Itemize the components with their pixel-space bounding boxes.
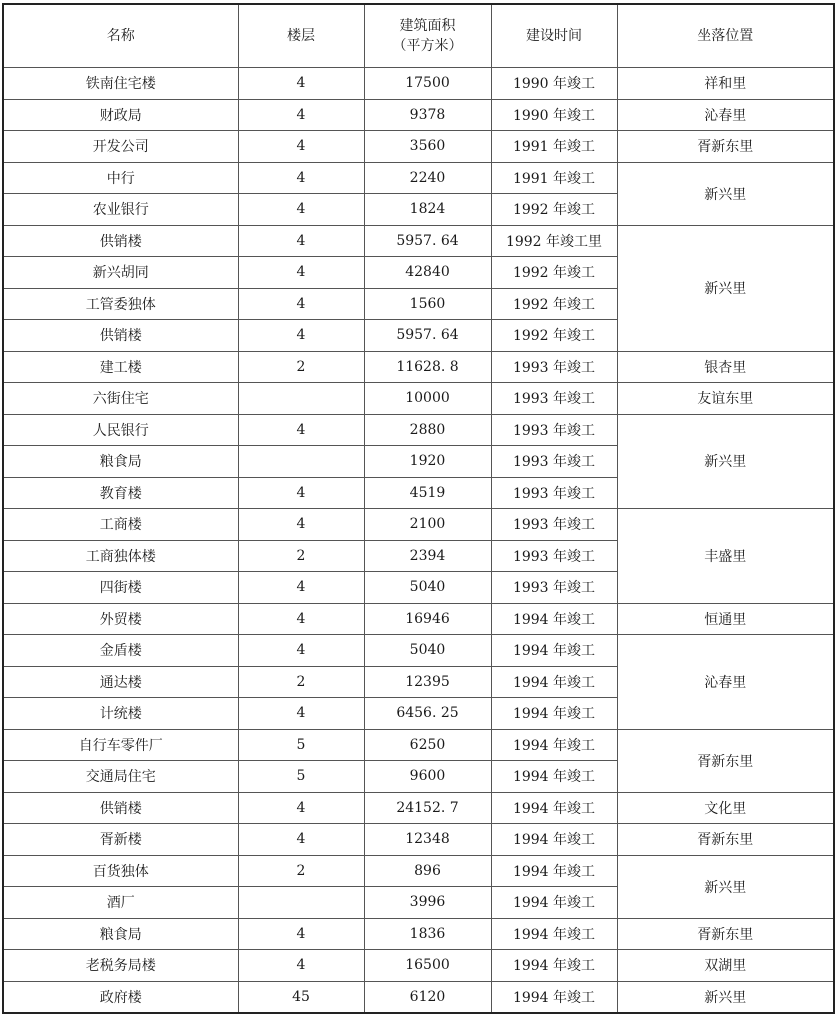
cell-location: 胥新东里 [617, 918, 834, 950]
cell-area: 896 [364, 855, 491, 887]
header-area-line2: （平方米） [392, 38, 463, 54]
cell-time: 1993 年竣工 [491, 414, 617, 446]
table-row [3, 225, 834, 257]
cell-time: 1993 年竣工 [491, 572, 617, 604]
cell-time: 1994 年竣工 [491, 887, 617, 919]
cell-time: 1994 年竣工 [491, 666, 617, 698]
cell-name: 供销楼 [3, 320, 238, 352]
cell-floors: 2 [238, 666, 364, 698]
cell-name: 中行 [3, 162, 238, 194]
table-row [3, 131, 834, 163]
cell-area: 3560 [364, 131, 491, 163]
table-row [3, 414, 834, 446]
cell-time: 1994 年竣工 [491, 635, 617, 667]
cell-name: 工商楼 [3, 509, 238, 541]
cell-area: 6120 [364, 981, 491, 1013]
cell-name: 供销楼 [3, 792, 238, 824]
table-row [3, 824, 834, 856]
cell-area: 12395 [364, 666, 491, 698]
cell-floors: 4 [238, 225, 364, 257]
table-row [3, 981, 834, 1013]
cell-location: 新兴里 [617, 162, 834, 225]
cell-floors: 4 [238, 320, 364, 352]
cell-floors: 4 [238, 603, 364, 635]
cell-time: 1994 年竣工 [491, 950, 617, 982]
cell-floors: 4 [238, 509, 364, 541]
table-row [3, 729, 834, 761]
header-area-line1: 建筑面积 [399, 18, 456, 34]
cell-location: 新兴里 [617, 414, 834, 509]
cell-floors: 5 [238, 729, 364, 761]
cell-floors: 4 [238, 635, 364, 667]
cell-name: 老税务局楼 [3, 950, 238, 982]
cell-name: 通达楼 [3, 666, 238, 698]
cell-location: 新兴里 [617, 981, 834, 1013]
cell-area: 2880 [364, 414, 491, 446]
cell-name: 农业银行 [3, 194, 238, 226]
cell-area: 1560 [364, 288, 491, 320]
cell-time: 1993 年竣工 [491, 446, 617, 478]
table-row [3, 509, 834, 541]
cell-name: 自行车零件厂 [3, 729, 238, 761]
cell-floors: 4 [238, 792, 364, 824]
table-row [3, 635, 834, 667]
cell-floors [238, 383, 364, 415]
cell-time: 1994 年竣工 [491, 792, 617, 824]
cell-time: 1992 年竣工里 [491, 225, 617, 257]
cell-floors: 4 [238, 288, 364, 320]
cell-area: 6250 [364, 729, 491, 761]
cell-floors: 2 [238, 540, 364, 572]
cell-floors: 2 [238, 855, 364, 887]
cell-time: 1994 年竣工 [491, 981, 617, 1013]
table-row [3, 383, 834, 415]
cell-location: 胥新东里 [617, 729, 834, 792]
cell-time: 1994 年竣工 [491, 824, 617, 856]
cell-floors: 4 [238, 572, 364, 604]
cell-area: 16500 [364, 950, 491, 982]
cell-area: 2100 [364, 509, 491, 541]
header-location: 坐落位置 [617, 4, 834, 68]
table-row [3, 950, 834, 982]
cell-floors: 5 [238, 761, 364, 793]
cell-location: 恒通里 [617, 603, 834, 635]
cell-name: 金盾楼 [3, 635, 238, 667]
cell-time: 1993 年竣工 [491, 477, 617, 509]
cell-name: 粮食局 [3, 918, 238, 950]
cell-location: 文化里 [617, 792, 834, 824]
cell-location: 沁春里 [617, 99, 834, 131]
cell-name: 计统楼 [3, 698, 238, 730]
cell-area: 5040 [364, 635, 491, 667]
header-time: 建设时间 [491, 4, 617, 68]
cell-time: 1992 年竣工 [491, 257, 617, 289]
cell-location: 祥和里 [617, 68, 834, 100]
buildings-table [2, 3, 835, 1014]
cell-area: 6456. 25 [364, 698, 491, 730]
cell-area: 2394 [364, 540, 491, 572]
cell-area: 24152. 7 [364, 792, 491, 824]
table-row [3, 918, 834, 950]
table-row [3, 99, 834, 131]
cell-time: 1993 年竣工 [491, 509, 617, 541]
cell-name: 供销楼 [3, 225, 238, 257]
cell-floors: 4 [238, 918, 364, 950]
cell-name: 铁南住宅楼 [3, 68, 238, 100]
cell-name: 胥新楼 [3, 824, 238, 856]
cell-name: 百货独体 [3, 855, 238, 887]
cell-location: 胥新东里 [617, 131, 834, 163]
table-row [3, 792, 834, 824]
table-row [3, 603, 834, 635]
cell-area: 17500 [364, 68, 491, 100]
cell-floors: 45 [238, 981, 364, 1013]
cell-name: 工管委独体 [3, 288, 238, 320]
cell-time: 1993 年竣工 [491, 383, 617, 415]
cell-name: 四街楼 [3, 572, 238, 604]
cell-area: 11628. 8 [364, 351, 491, 383]
table-row [3, 351, 834, 383]
cell-name: 财政局 [3, 99, 238, 131]
cell-location: 丰盛里 [617, 509, 834, 604]
cell-time: 1991 年竣工 [491, 131, 617, 163]
cell-floors: 4 [238, 824, 364, 856]
cell-area: 5040 [364, 572, 491, 604]
cell-floors: 4 [238, 131, 364, 163]
cell-name: 酒厂 [3, 887, 238, 919]
cell-name: 教育楼 [3, 477, 238, 509]
cell-time: 1993 年竣工 [491, 351, 617, 383]
table-row [3, 855, 834, 887]
cell-time: 1994 年竣工 [491, 761, 617, 793]
cell-location: 沁春里 [617, 635, 834, 730]
cell-floors: 4 [238, 414, 364, 446]
header-floors: 楼层 [238, 4, 364, 68]
cell-time: 1992 年竣工 [491, 288, 617, 320]
cell-name: 政府楼 [3, 981, 238, 1013]
cell-location: 新兴里 [617, 225, 834, 351]
cell-time: 1991 年竣工 [491, 162, 617, 194]
cell-floors: 4 [238, 950, 364, 982]
cell-time: 1994 年竣工 [491, 855, 617, 887]
cell-time: 1994 年竣工 [491, 918, 617, 950]
cell-name: 交通局住宅 [3, 761, 238, 793]
cell-time: 1994 年竣工 [491, 729, 617, 761]
cell-time: 1994 年竣工 [491, 698, 617, 730]
header-row [3, 4, 834, 68]
cell-area: 16946 [364, 603, 491, 635]
table-row [3, 68, 834, 100]
cell-floors: 4 [238, 162, 364, 194]
cell-name: 工商独体楼 [3, 540, 238, 572]
cell-name: 人民银行 [3, 414, 238, 446]
cell-time: 1990 年竣工 [491, 99, 617, 131]
cell-area: 3996 [364, 887, 491, 919]
cell-area: 5957. 64 [364, 320, 491, 352]
cell-location: 新兴里 [617, 855, 834, 918]
cell-name: 六街住宅 [3, 383, 238, 415]
cell-area: 4519 [364, 477, 491, 509]
cell-location: 银杏里 [617, 351, 834, 383]
cell-floors: 4 [238, 99, 364, 131]
table-body [3, 68, 834, 1014]
cell-location: 双湖里 [617, 950, 834, 982]
cell-area: 1824 [364, 194, 491, 226]
cell-name: 开发公司 [3, 131, 238, 163]
cell-name: 新兴胡同 [3, 257, 238, 289]
cell-floors: 2 [238, 351, 364, 383]
cell-area: 9600 [364, 761, 491, 793]
cell-floors [238, 446, 364, 478]
cell-area: 1836 [364, 918, 491, 950]
cell-name: 建工楼 [3, 351, 238, 383]
cell-name: 外贸楼 [3, 603, 238, 635]
cell-floors: 4 [238, 68, 364, 100]
cell-floors: 4 [238, 477, 364, 509]
cell-time: 1992 年竣工 [491, 194, 617, 226]
cell-area: 9378 [364, 99, 491, 131]
cell-time: 1992 年竣工 [491, 320, 617, 352]
cell-area: 2240 [364, 162, 491, 194]
table-row [3, 162, 834, 194]
cell-area: 12348 [364, 824, 491, 856]
cell-location: 友谊东里 [617, 383, 834, 415]
cell-time: 1990 年竣工 [491, 68, 617, 100]
cell-area: 1920 [364, 446, 491, 478]
cell-floors: 4 [238, 194, 364, 226]
header-area [364, 4, 491, 68]
cell-floors: 4 [238, 698, 364, 730]
cell-area: 10000 [364, 383, 491, 415]
header-name: 名称 [3, 4, 238, 68]
cell-time: 1993 年竣工 [491, 540, 617, 572]
cell-location: 胥新东里 [617, 824, 834, 856]
cell-name: 粮食局 [3, 446, 238, 478]
cell-floors [238, 887, 364, 919]
cell-area: 42840 [364, 257, 491, 289]
cell-area: 5957. 64 [364, 225, 491, 257]
cell-floors: 4 [238, 257, 364, 289]
cell-time: 1994 年竣工 [491, 603, 617, 635]
